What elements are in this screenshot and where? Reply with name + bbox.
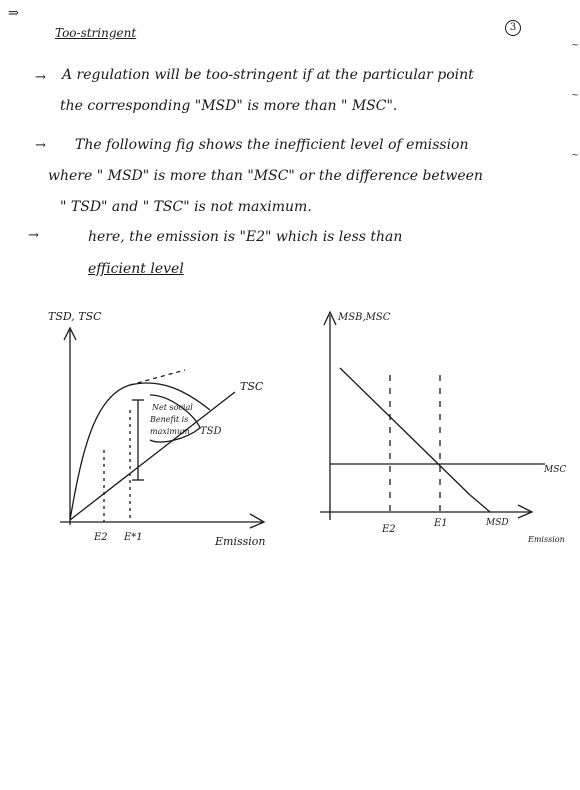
paragraph-line: efficient level xyxy=(88,261,184,277)
msd-line xyxy=(340,368,470,495)
left-graph xyxy=(0,300,290,560)
tick-label-e2: E2 xyxy=(382,524,396,535)
header-arrow-icon: ⇒ xyxy=(8,6,19,21)
page-title: Too-stringent xyxy=(55,26,137,40)
annotation-line: Net social xyxy=(152,403,193,412)
edge-mark: ~ xyxy=(571,150,580,161)
x-axis-label: Emission xyxy=(528,535,565,544)
edge-mark: ~ xyxy=(571,40,580,51)
tsd-label: TSD xyxy=(200,426,222,437)
paragraph-line: here, the emission is "E2" which is less than xyxy=(88,229,403,245)
tick-label-e1: E1 xyxy=(434,518,448,529)
msc-label: MSC xyxy=(544,465,567,475)
bullet-arrow-icon: → xyxy=(35,70,46,85)
annotation-line: maximum xyxy=(150,427,190,436)
tangent-dashed-line xyxy=(130,370,185,385)
tick-label-e2: E2 xyxy=(94,532,108,543)
paragraph-line: the corresponding "MSD" is more than " MSC". xyxy=(60,98,398,114)
x-axis-arrowhead xyxy=(250,514,264,528)
paragraph-line: A regulation will be too-stringent if at the particular point xyxy=(62,67,474,83)
bullet-arrow-icon: → xyxy=(35,138,46,153)
paragraph-line: where " MSD" is more than "MSC" or the difference between xyxy=(48,168,483,184)
paragraph-line: The following fig shows the inefficient level of emission xyxy=(75,137,469,153)
msd-label: MSD xyxy=(486,518,509,528)
annotation-line: Benefit is xyxy=(150,415,189,424)
y-axis-label: TSD, TSC xyxy=(48,310,102,323)
edge-mark: ~ xyxy=(571,90,580,101)
tsc-label: TSC xyxy=(240,380,264,393)
paragraph-line: " TSD" and " TSC" is not maximum. xyxy=(60,199,312,215)
tick-label-e1: E*1 xyxy=(124,532,143,543)
bullet-arrow-icon: → xyxy=(28,228,39,243)
right-graph xyxy=(290,300,580,560)
x-axis-label: Emission xyxy=(215,535,266,548)
page-number-badge: 3 xyxy=(505,20,521,36)
y-axis-label: MSB,MSC xyxy=(338,312,391,323)
msd-tail xyxy=(470,495,490,512)
